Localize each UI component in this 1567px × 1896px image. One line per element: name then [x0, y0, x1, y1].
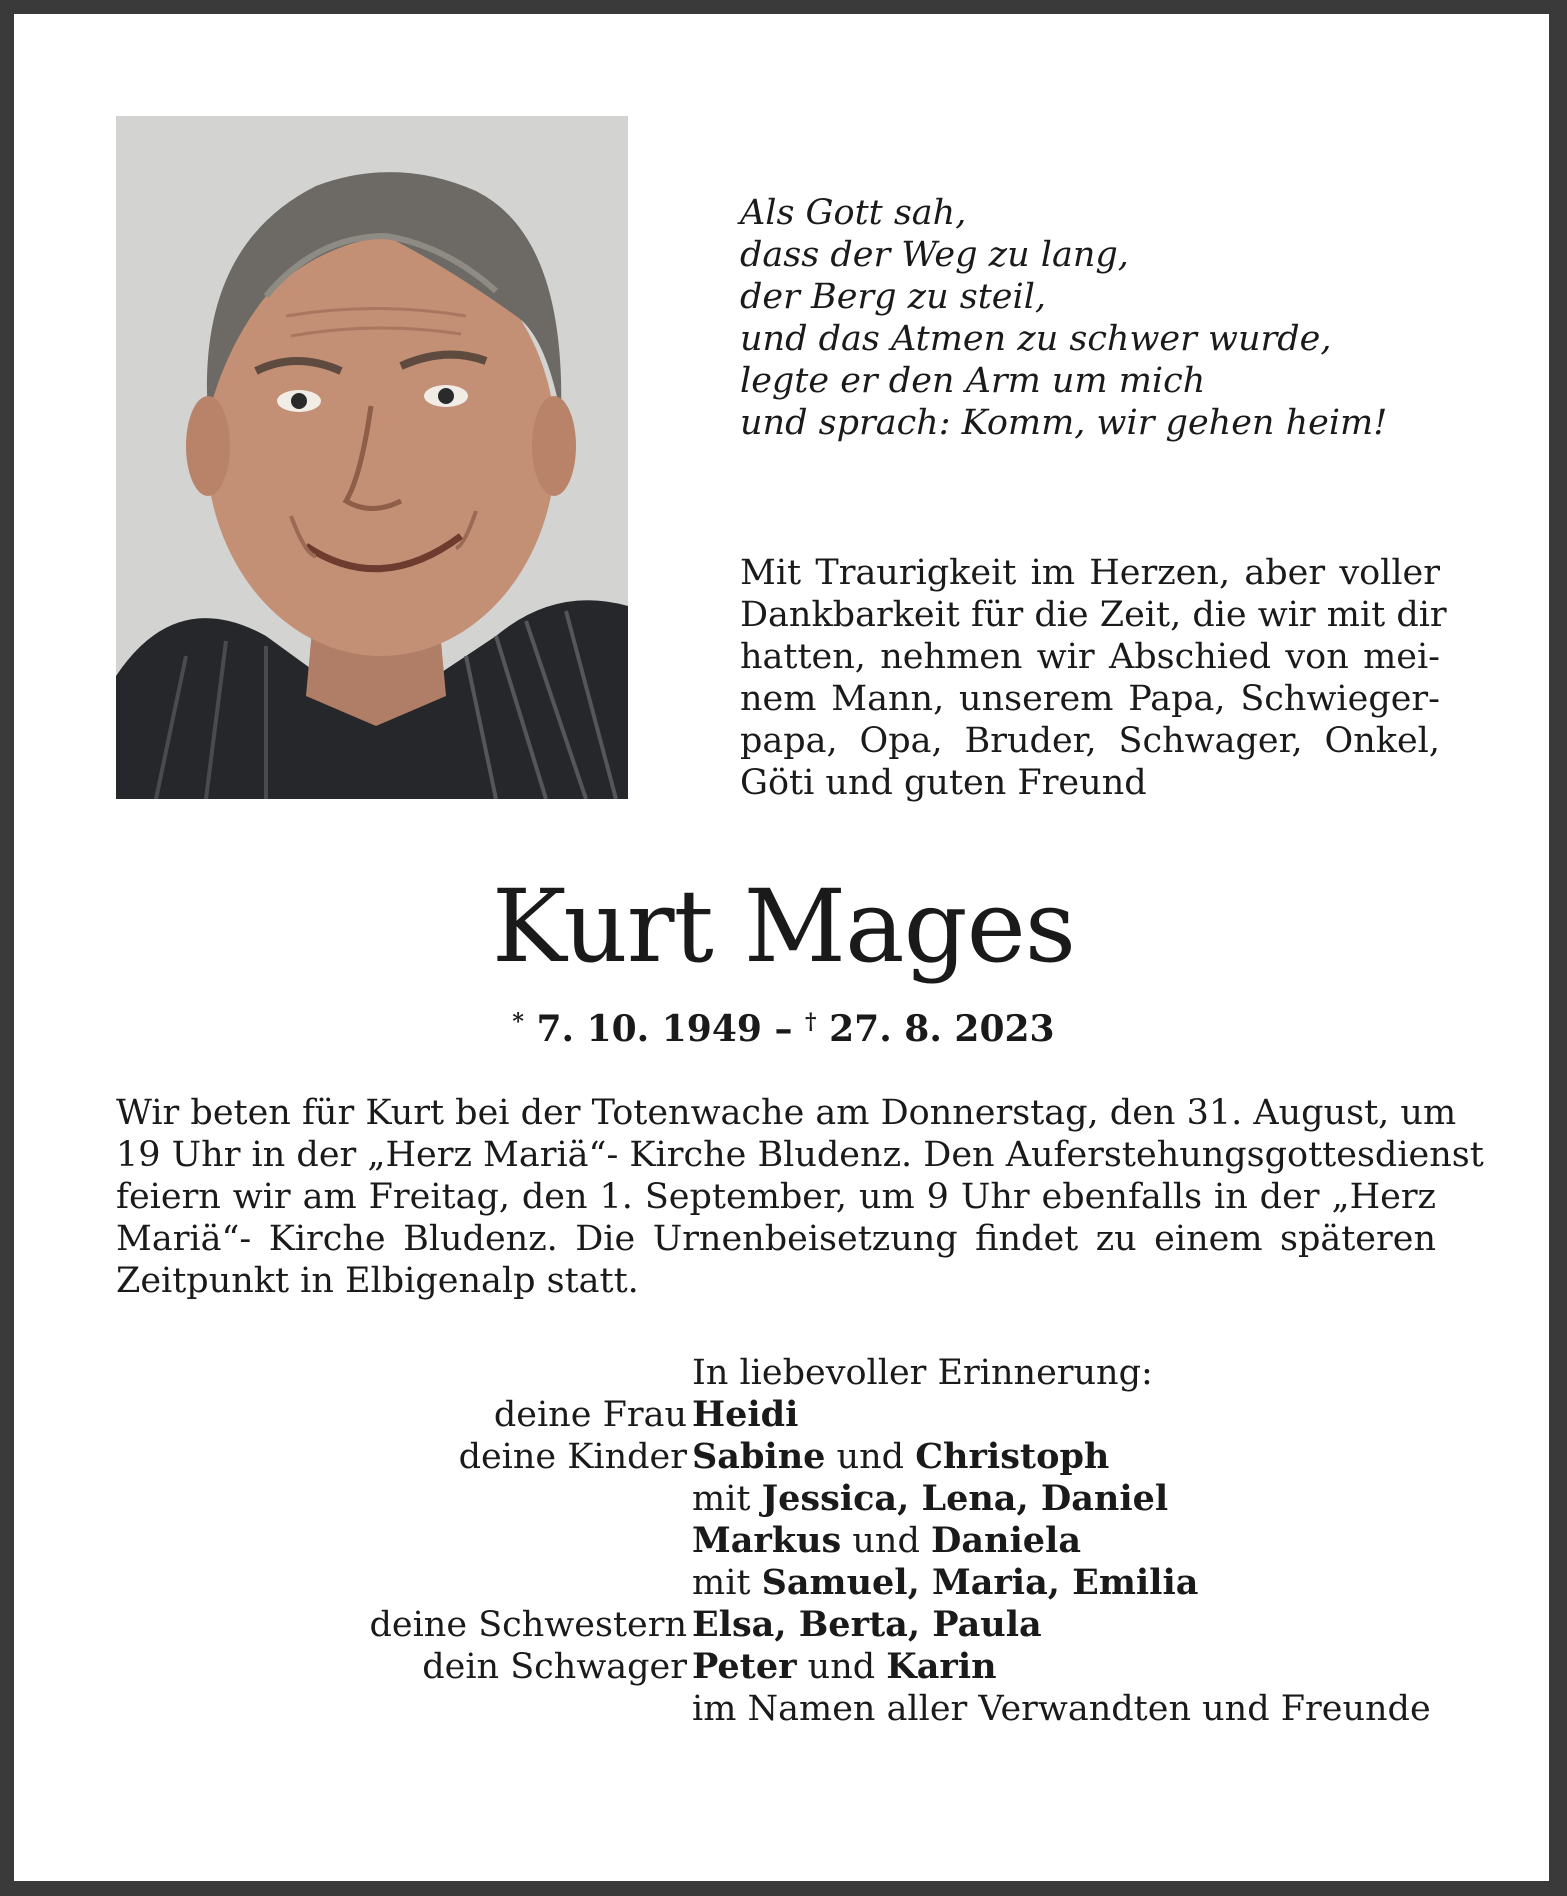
relative-names: [692, 1520, 1081, 1562]
date-separator: –: [774, 1008, 793, 1050]
relative-names: [692, 1436, 1109, 1478]
relation-label: dein Schwager: [422, 1647, 687, 1687]
relative-name: Peter: [692, 1646, 797, 1687]
poem-line: der Berg zu steil,: [740, 277, 1047, 317]
connector-text: mit: [692, 1479, 762, 1519]
service-line: Wir beten für Kurt bei der Totenwache am Donnerstag, den 31. August, um: [116, 1093, 1457, 1133]
intro-line: papa, Opa, Bruder, Schwager, Onkel,: [740, 721, 1440, 761]
deceased-name: Kurt Mages: [491, 868, 1076, 985]
service-line: Zeitpunkt in Elbigenalp statt.: [116, 1261, 639, 1301]
service-info: [116, 1092, 1484, 1302]
relative-name: Daniela: [931, 1520, 1082, 1561]
relation-label: deine Schwestern: [369, 1605, 687, 1645]
relative-names: [692, 1604, 1042, 1646]
death-symbol: †: [805, 1009, 817, 1035]
relative-name: Christoph: [915, 1436, 1110, 1477]
relative-name: Elsa, Berta, Paula: [692, 1604, 1042, 1645]
relative-name: Samuel, Maria, Emilia: [761, 1562, 1199, 1603]
connector-text: und: [796, 1647, 887, 1687]
portrait-photo: [116, 116, 628, 799]
relative-name: Heidi: [692, 1394, 799, 1435]
service-line: 19 Uhr in der „Herz Mariä“- Kirche Bludenz. Den Auferstehungsgottesdienst: [116, 1135, 1484, 1175]
relative-name: Jessica, Lena, Daniel: [761, 1478, 1169, 1519]
relative-name: Karin: [886, 1646, 997, 1687]
poem-line: Als Gott sah,: [740, 193, 967, 233]
connector-text: mit: [692, 1563, 762, 1603]
poem-line: dass der Weg zu lang,: [740, 235, 1129, 275]
intro-text: [740, 552, 1447, 804]
life-dates: [0, 1000, 1567, 1051]
relation-label: deine Kinder: [458, 1437, 687, 1477]
relative-row: [0, 1436, 1567, 1478]
relative-names: [692, 1562, 1198, 1604]
relative-names: [692, 1478, 1168, 1520]
relative-row: [0, 1562, 1567, 1604]
intro-line: Mit Traurigkeit im Herzen, aber voller: [740, 553, 1440, 593]
intro-line: nem Mann, unserem Papa, Schwieger-: [740, 679, 1440, 719]
connector-text: im Namen aller Verwandten und Freunde: [692, 1689, 1431, 1729]
poem-line: und das Atmen zu schwer wurde,: [740, 319, 1332, 359]
poem-line: legte er den Arm um mich: [740, 361, 1206, 401]
relative-name: Sabine: [692, 1436, 826, 1477]
relative-row: [0, 1520, 1567, 1562]
intro-line: Göti und guten Freund: [740, 763, 1147, 803]
poem: [740, 192, 1440, 444]
birth-date: 7. 10. 1949: [536, 1008, 762, 1050]
relation-label: deine Frau: [493, 1395, 687, 1435]
relative-row: [0, 1394, 1567, 1436]
remembrance-title: In liebevoller Erinnerung:: [692, 1353, 1153, 1393]
relative-name: Markus: [692, 1520, 842, 1561]
service-line: Mariä“- Kirche Bludenz. Die Urnenbeisetzung findet zu einem späteren: [116, 1219, 1436, 1259]
service-line: feiern wir am Freitag, den 1. September, um 9 Uhr ebenfalls in der „Herz: [116, 1177, 1436, 1217]
relative-row: [0, 1604, 1567, 1646]
relative-row: [0, 1688, 1567, 1730]
death-date: 27. 8. 2023: [829, 1008, 1055, 1050]
relative-names: [692, 1688, 1431, 1730]
intro-line: hatten, nehmen wir Abschied von mei-: [740, 637, 1440, 677]
relative-row: [0, 1478, 1567, 1520]
birth-symbol: *: [512, 1009, 524, 1035]
portrait-illustration: [116, 116, 628, 799]
connector-text: und: [825, 1437, 916, 1477]
poem-line: und sprach: Komm, wir gehen heim!: [740, 403, 1388, 443]
intro-line: Dankbarkeit für die Zeit, die wir mit dir: [740, 595, 1447, 635]
relative-row: [0, 1646, 1567, 1688]
connector-text: und: [841, 1521, 932, 1561]
relative-names: [692, 1394, 798, 1436]
relative-names: [692, 1646, 997, 1688]
